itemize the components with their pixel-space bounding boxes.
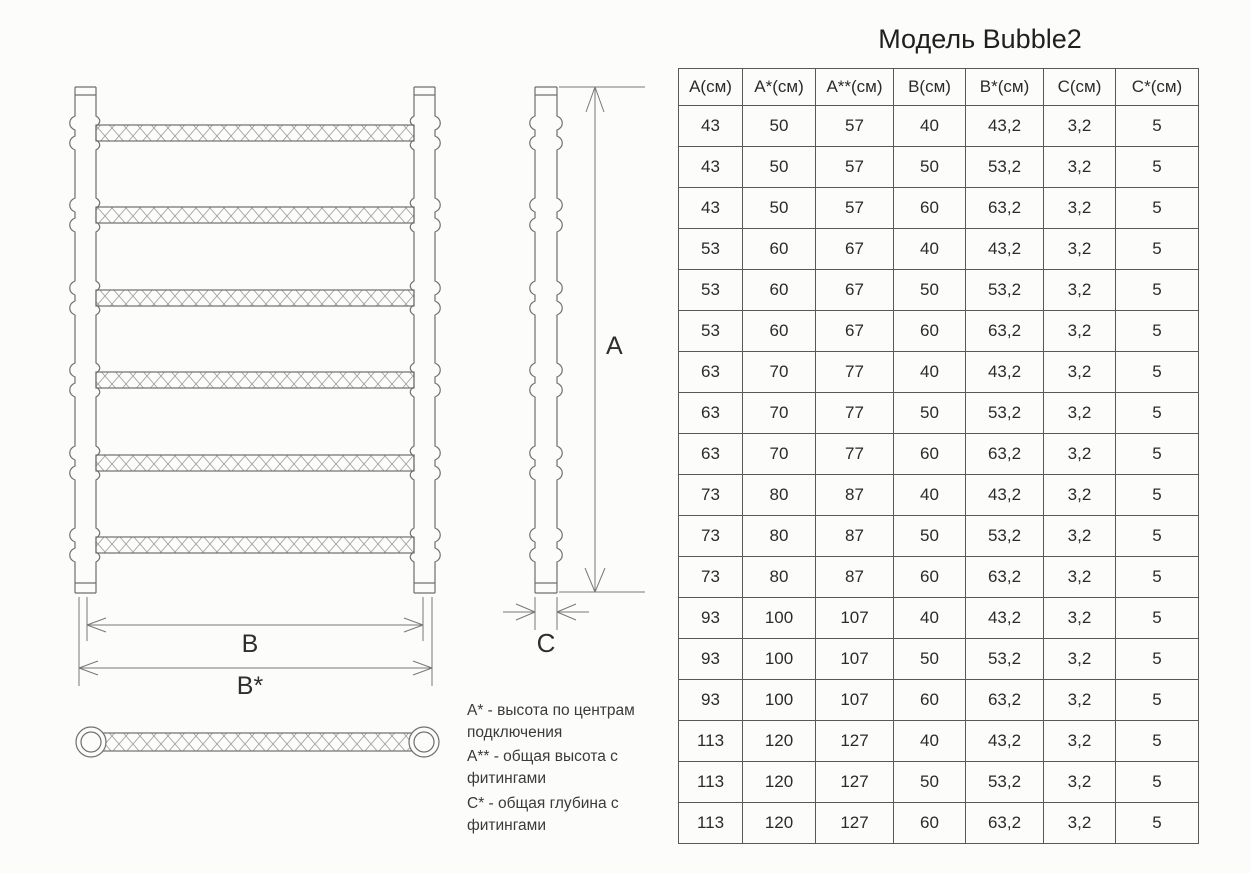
table-cell: 40 — [894, 106, 966, 147]
table-cell: 77 — [816, 393, 894, 434]
table-cell: 53 — [679, 311, 743, 352]
table-cell: 3,2 — [1044, 229, 1116, 270]
table-row — [679, 680, 1199, 721]
table-cell: 63,2 — [966, 311, 1044, 352]
table-cell: 120 — [743, 762, 816, 803]
table-cell: 93 — [679, 680, 743, 721]
table-cell: 77 — [816, 352, 894, 393]
table-cell: 3,2 — [1044, 188, 1116, 229]
table-cell: 80 — [743, 516, 816, 557]
table-cell: 3,2 — [1044, 721, 1116, 762]
table-cell: 53,2 — [966, 762, 1044, 803]
table-cell: 5 — [1116, 434, 1199, 475]
table-row — [679, 803, 1199, 844]
dimension-b-star-label: B* — [236, 672, 264, 700]
column-header: С*(см) — [1116, 69, 1199, 106]
table-cell: 107 — [816, 598, 894, 639]
table-cell: 80 — [743, 475, 816, 516]
table-cell: 73 — [679, 557, 743, 598]
table-cell: 53,2 — [966, 270, 1044, 311]
legend-item-c-star: С* - общая глубина с фитингами — [467, 794, 619, 834]
table-cell: 43 — [679, 147, 743, 188]
table-cell: 3,2 — [1044, 434, 1116, 475]
table-cell: 3,2 — [1044, 147, 1116, 188]
table-cell: 77 — [816, 434, 894, 475]
table-cell: 5 — [1116, 762, 1199, 803]
table-cell: 50 — [894, 393, 966, 434]
table-cell: 43,2 — [966, 352, 1044, 393]
table-cell: 3,2 — [1044, 475, 1116, 516]
table-cell: 60 — [894, 557, 966, 598]
table-cell: 43,2 — [966, 229, 1044, 270]
table-cell: 50 — [894, 639, 966, 680]
rung-bars — [96, 125, 414, 553]
table-cell: 3,2 — [1044, 311, 1116, 352]
table-cell: 50 — [743, 188, 816, 229]
table-cell: 5 — [1116, 106, 1199, 147]
table-cell: 5 — [1116, 516, 1199, 557]
dimension-a-label: A — [606, 332, 623, 360]
table-cell: 53,2 — [966, 639, 1044, 680]
table-cell: 43,2 — [966, 475, 1044, 516]
table-row — [679, 434, 1199, 475]
table-cell: 50 — [894, 516, 966, 557]
table-cell: 3,2 — [1044, 352, 1116, 393]
side-view — [530, 87, 563, 593]
table-cell: 63 — [679, 352, 743, 393]
table-cell: 50 — [894, 270, 966, 311]
dimension-b-label: B — [241, 630, 259, 658]
table-cell: 60 — [894, 311, 966, 352]
table-cell: 43,2 — [966, 106, 1044, 147]
legend-item-a-star: А* - высота по центрам подключения — [467, 702, 635, 742]
table-cell: 60 — [743, 229, 816, 270]
table-cell: 57 — [816, 188, 894, 229]
table-cell: 3,2 — [1044, 393, 1116, 434]
table-cell: 5 — [1116, 352, 1199, 393]
table-cell: 113 — [679, 762, 743, 803]
table-cell: 5 — [1116, 639, 1199, 680]
table-cell: 3,2 — [1044, 516, 1116, 557]
table-row — [679, 516, 1199, 557]
table-body — [679, 106, 1199, 844]
table-cell: 5 — [1116, 475, 1199, 516]
table-cell: 3,2 — [1044, 557, 1116, 598]
table-cell: 3,2 — [1044, 106, 1116, 147]
table-cell: 100 — [743, 598, 816, 639]
table-cell: 127 — [816, 721, 894, 762]
table-cell: 113 — [679, 721, 743, 762]
right-post — [410, 87, 440, 593]
table-cell: 53,2 — [966, 393, 1044, 434]
table-cell: 120 — [743, 721, 816, 762]
table-cell: 43 — [679, 106, 743, 147]
table-cell: 93 — [679, 598, 743, 639]
table-cell: 63,2 — [966, 557, 1044, 598]
table-cell: 100 — [743, 639, 816, 680]
table-cell: 107 — [816, 639, 894, 680]
table-cell: 40 — [894, 598, 966, 639]
table-cell: 50 — [894, 762, 966, 803]
table-row — [679, 393, 1199, 434]
table-cell: 63,2 — [966, 434, 1044, 475]
table-cell: 120 — [743, 803, 816, 844]
table-cell: 67 — [816, 270, 894, 311]
table-cell: 53,2 — [966, 516, 1044, 557]
table-cell: 93 — [679, 639, 743, 680]
table-cell: 5 — [1116, 311, 1199, 352]
table-cell: 73 — [679, 516, 743, 557]
table-cell: 53,2 — [966, 147, 1044, 188]
table-cell: 3,2 — [1044, 803, 1116, 844]
table-cell: 60 — [743, 270, 816, 311]
table-cell: 80 — [743, 557, 816, 598]
table-cell: 60 — [894, 803, 966, 844]
table-cell: 87 — [816, 516, 894, 557]
column-header: В*(см) — [966, 69, 1044, 106]
table-cell: 87 — [816, 475, 894, 516]
left-post — [70, 87, 100, 593]
table-row — [679, 106, 1199, 147]
table-row — [679, 270, 1199, 311]
table-row — [679, 229, 1199, 270]
table-row — [679, 762, 1199, 803]
table-cell: 67 — [816, 311, 894, 352]
table-cell: 107 — [816, 680, 894, 721]
table-cell: 40 — [894, 352, 966, 393]
table-cell: 63 — [679, 434, 743, 475]
front-view — [70, 87, 441, 593]
column-header: С(см) — [1044, 69, 1116, 106]
table-cell: 70 — [743, 393, 816, 434]
table-header-row — [679, 69, 1199, 106]
table-row — [679, 639, 1199, 680]
top-view-bar — [76, 727, 439, 757]
table-row — [679, 352, 1199, 393]
table-row — [679, 475, 1199, 516]
table-cell: 70 — [743, 434, 816, 475]
table-cell: 3,2 — [1044, 639, 1116, 680]
table-cell: 43,2 — [966, 721, 1044, 762]
table-row — [679, 598, 1199, 639]
table-cell: 87 — [816, 557, 894, 598]
table-cell: 3,2 — [1044, 598, 1116, 639]
table-cell: 53 — [679, 270, 743, 311]
table-cell: 5 — [1116, 270, 1199, 311]
table-cell: 63,2 — [966, 680, 1044, 721]
legend-item-a-dblstar: А** - общая высота с фитингами — [467, 748, 618, 788]
table-cell: 40 — [894, 475, 966, 516]
table-cell: 43 — [679, 188, 743, 229]
column-header: А**(см) — [816, 69, 894, 106]
column-header: В(см) — [894, 69, 966, 106]
table-cell: 57 — [816, 147, 894, 188]
page-title: Модель Bubble2 — [878, 24, 1082, 54]
table-cell: 5 — [1116, 680, 1199, 721]
dimension-c — [503, 597, 589, 630]
table-cell: 100 — [743, 680, 816, 721]
table-cell: 5 — [1116, 229, 1199, 270]
column-header: А*(см) — [743, 69, 816, 106]
table-cell: 3,2 — [1044, 680, 1116, 721]
table-cell: 70 — [743, 352, 816, 393]
table-cell: 73 — [679, 475, 743, 516]
legend — [467, 700, 685, 839]
column-header: А(см) — [679, 69, 743, 106]
table-row — [679, 311, 1199, 352]
table-cell: 40 — [894, 721, 966, 762]
table-cell: 5 — [1116, 803, 1199, 844]
table-row — [679, 721, 1199, 762]
table-cell: 53 — [679, 229, 743, 270]
table-cell: 3,2 — [1044, 270, 1116, 311]
table-cell: 67 — [816, 229, 894, 270]
table-cell: 60 — [894, 434, 966, 475]
table-cell: 63,2 — [966, 803, 1044, 844]
table-cell: 60 — [743, 311, 816, 352]
table-cell: 5 — [1116, 147, 1199, 188]
dimensions-table — [678, 68, 1199, 844]
table-cell: 40 — [894, 229, 966, 270]
dimension-c-label: C — [536, 628, 556, 658]
table-cell: 57 — [816, 106, 894, 147]
table-row — [679, 147, 1199, 188]
table-cell: 113 — [679, 803, 743, 844]
table-cell: 127 — [816, 803, 894, 844]
table-cell: 5 — [1116, 557, 1199, 598]
table-cell: 5 — [1116, 598, 1199, 639]
table-cell: 5 — [1116, 188, 1199, 229]
table-cell: 5 — [1116, 393, 1199, 434]
table-cell: 60 — [894, 680, 966, 721]
table-cell: 63 — [679, 393, 743, 434]
table-cell: 127 — [816, 762, 894, 803]
table-cell: 63,2 — [966, 188, 1044, 229]
table-cell: 3,2 — [1044, 762, 1116, 803]
dimension-a — [559, 87, 645, 592]
table-row — [679, 188, 1199, 229]
table-cell: 5 — [1116, 721, 1199, 762]
table-row — [679, 557, 1199, 598]
table-cell: 60 — [894, 188, 966, 229]
table-cell: 50 — [743, 147, 816, 188]
table-cell: 50 — [743, 106, 816, 147]
table-cell: 43,2 — [966, 598, 1044, 639]
table-cell: 50 — [894, 147, 966, 188]
